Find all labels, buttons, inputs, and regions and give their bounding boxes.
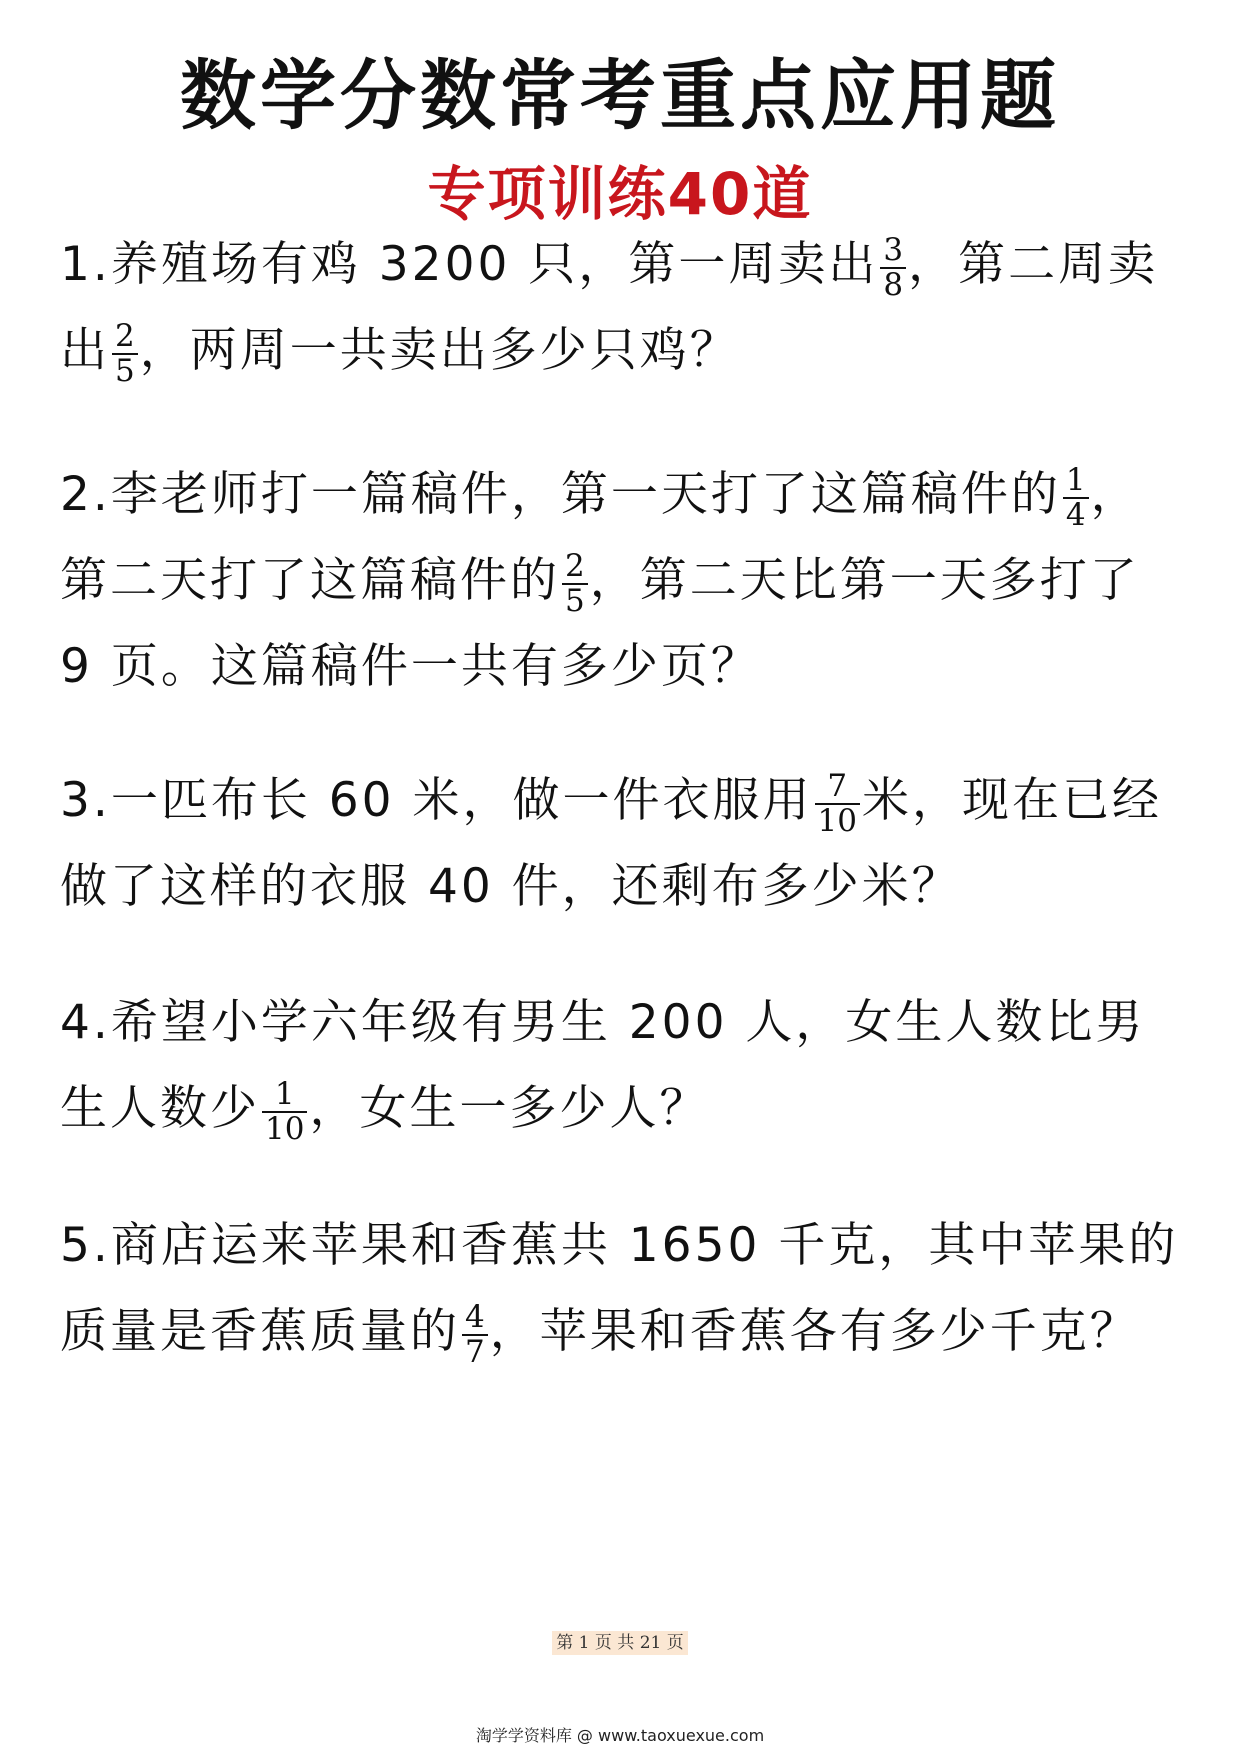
document-subtitle: 专项训练40道 <box>427 160 813 228</box>
fraction-numerator: 7 <box>815 770 860 805</box>
fraction-numerator: 2 <box>112 320 138 355</box>
question-3 <box>60 758 1190 930</box>
fraction-denominator: 5 <box>565 582 585 619</box>
fraction-denominator: 10 <box>265 1110 305 1147</box>
fraction <box>1063 461 1089 533</box>
page-number-label: 第 1 页 共 21 页 <box>552 1631 687 1655</box>
question-text: ，第二周卖出 <box>60 237 1159 378</box>
document-title: 数学分数常考重点应用题 <box>180 51 1060 140</box>
fraction-denominator: 4 <box>1065 496 1086 533</box>
fraction-numerator: 2 <box>562 550 588 585</box>
question-text: ，苹果和香蕉各有多少千克？ <box>489 1304 1140 1359</box>
fraction-numerator: 1 <box>262 1078 307 1113</box>
question-text: 3.一匹布长 60 米，做一件衣服用 <box>60 773 813 828</box>
fraction-denominator: 10 <box>817 802 857 839</box>
fraction-denominator: 8 <box>883 266 904 303</box>
footer-watermark: 淘学学资料库 @ www.taoxuexue.com <box>475 1726 765 1745</box>
question-text: ，第二天比第一天多打了 9 页。这篇稿件一共有多少页？ <box>60 553 1140 694</box>
fraction-numerator: 3 <box>880 234 906 269</box>
page-number <box>0 1628 1240 1653</box>
question-text: 4.希望小学六年级有男生 200 人，女生人数比男生人数少 <box>60 995 1146 1136</box>
fraction-denominator: 7 <box>465 1333 485 1370</box>
question-text: ，女生一多少人？ <box>309 1081 710 1136</box>
fraction-numerator: 4 <box>462 1301 488 1336</box>
fraction-numerator: 1 <box>1063 464 1089 499</box>
fraction <box>262 1075 307 1147</box>
question-4 <box>60 980 1190 1152</box>
question-text: 米，现在已经做了这样的衣服 40 件，还剩布多少米？ <box>60 773 1162 914</box>
question-text: 1.养殖场有鸡 3200 只，第一周卖出 <box>60 237 879 292</box>
fraction <box>562 547 588 619</box>
fraction <box>880 231 906 303</box>
question-2 <box>60 452 1190 710</box>
fraction <box>815 767 860 839</box>
fraction-denominator: 5 <box>115 352 135 389</box>
question-5 <box>60 1203 1190 1375</box>
question-text: ，两周一共卖出多少只鸡？ <box>139 323 740 378</box>
question-1 <box>60 222 1190 394</box>
question-text: 5.商店运来苹果和香蕉共 1650 千克，其中苹果的质量是香蕉质量的 <box>60 1218 1179 1359</box>
question-text: ，第二天打了这篇稿件的 <box>60 467 1141 608</box>
fraction <box>112 317 138 389</box>
fraction <box>462 1298 488 1370</box>
question-text: 2.李老师打一篇稿件，第一天打了这篇稿件的 <box>60 467 1061 522</box>
